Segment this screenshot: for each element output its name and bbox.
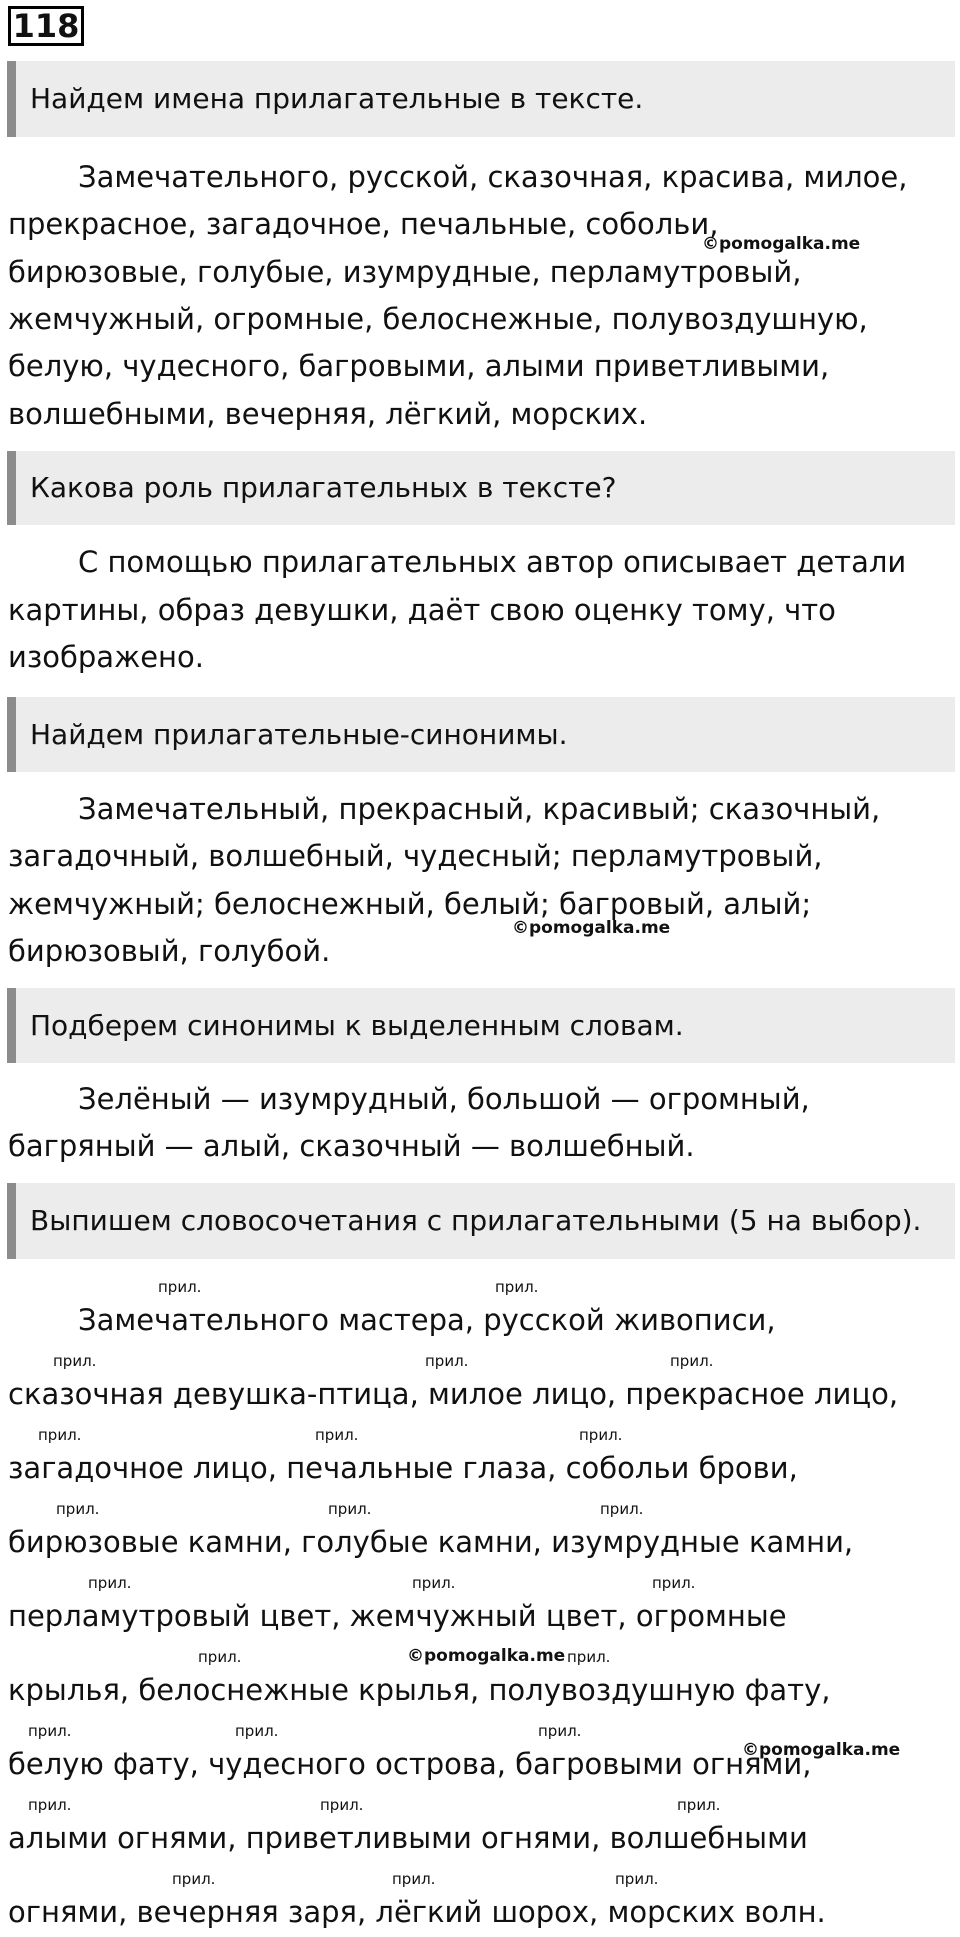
adjective-mark: прил. bbox=[670, 1352, 714, 1370]
paragraph-line: жемчужный, огромные, белоснежные, полувоздушную, bbox=[8, 302, 868, 336]
adjective-mark: прил. bbox=[53, 1352, 97, 1370]
paragraph-line: жемчужный; белоснежный, белый; багровый, алый; bbox=[8, 887, 812, 921]
paragraph-line: Зелёный — изумрудный, большой — огромный, bbox=[78, 1082, 810, 1116]
paragraph-line: белую, чудесного, багровыми, алыми приветливыми, bbox=[8, 349, 830, 383]
paragraph-line: бирюзовые камни, голубые камни, изумрудные камни, bbox=[8, 1525, 854, 1559]
paragraph-line: загадочное лицо, печальные глаза, собольи брови, bbox=[8, 1451, 798, 1485]
paragraph-line: сказочная девушка-птица, милое лицо, прекрасное лицо, bbox=[8, 1377, 899, 1411]
watermark: ©pomogalka.me bbox=[702, 234, 861, 254]
paragraph-line: загадочный, волшебный, чудесный; перламутровый, bbox=[8, 839, 823, 873]
watermark: ©pomogalka.me bbox=[512, 918, 671, 938]
adjective-mark: прил. bbox=[677, 1796, 721, 1814]
adjective-mark: прил. bbox=[652, 1574, 696, 1592]
adjective-mark: прил. bbox=[412, 1574, 456, 1592]
paragraph-line: перламутровый цвет, жемчужный цвет, огромные bbox=[8, 1599, 787, 1633]
adjective-mark: прил. bbox=[56, 1500, 100, 1518]
section-4-heading: Подберем синонимы к выделенным словам. bbox=[7, 988, 955, 1063]
paragraph-line: прекрасное, загадочное, печальные, собольи, bbox=[8, 207, 719, 241]
paragraph-line: С помощью прилагательных автор описывает детали bbox=[78, 545, 907, 579]
adjective-mark: прил. bbox=[538, 1722, 582, 1740]
adjective-mark: прил. bbox=[600, 1500, 644, 1518]
section-3-heading: Найдем прилагательные-синонимы. bbox=[7, 697, 955, 772]
paragraph-line: картины, образ девушки, даёт свою оценку тому, что bbox=[8, 593, 836, 627]
paragraph-line: багряный — алый, сказочный — волшебный. bbox=[8, 1129, 695, 1163]
task-number: 118 bbox=[8, 6, 84, 46]
paragraph-line: Замечательного, русской, сказочная, красива, милое, bbox=[78, 160, 908, 194]
paragraph-line: волшебными, вечерняя, лёгкий, морских. bbox=[8, 397, 648, 431]
paragraph-line: алыми огнями, приветливыми огнями, волшебными bbox=[8, 1821, 808, 1855]
adjective-mark: прил. bbox=[615, 1870, 659, 1888]
adjective-mark: прил. bbox=[158, 1278, 202, 1296]
adjective-mark: прил. bbox=[320, 1796, 364, 1814]
paragraph-line: бирюзовые, голубые, изумрудные, перламутровый, bbox=[8, 255, 802, 289]
adjective-mark: прил. bbox=[235, 1722, 279, 1740]
paragraph-line: крылья, белоснежные крылья, полувоздушную фату, bbox=[8, 1673, 831, 1707]
section-2-heading: Какова роль прилагательных в тексте? bbox=[7, 451, 955, 525]
section-5-heading: Выпишем словосочетания с прилагательными (5 на выбор). bbox=[7, 1183, 955, 1259]
paragraph-line: белую фату, чудесного острова, багровыми огнями, bbox=[8, 1747, 812, 1781]
adjective-mark: прил. bbox=[172, 1870, 216, 1888]
adjective-mark: прил. bbox=[88, 1574, 132, 1592]
adjective-mark: прил. bbox=[28, 1722, 72, 1740]
adjective-mark: прил. bbox=[425, 1352, 469, 1370]
adjective-mark: прил. bbox=[198, 1648, 242, 1666]
paragraph-line: Замечательный, прекрасный, красивый; сказочный, bbox=[78, 792, 881, 826]
section-1-heading: Найдем имена прилагательные в тексте. bbox=[7, 61, 955, 137]
adjective-mark: прил. bbox=[328, 1500, 372, 1518]
adjective-mark: прил. bbox=[315, 1426, 359, 1444]
paragraph-line: изображено. bbox=[8, 640, 204, 674]
adjective-mark: прил. bbox=[28, 1796, 72, 1814]
paragraph-line: огнями, вечерняя заря, лёгкий шорох, морских волн. bbox=[8, 1895, 826, 1929]
adjective-mark: прил. bbox=[579, 1426, 623, 1444]
paragraph-line: бирюзовый, голубой. bbox=[8, 934, 331, 968]
adjective-mark: прил. bbox=[567, 1648, 611, 1666]
adjective-mark: прил. bbox=[392, 1870, 436, 1888]
adjective-mark: прил. bbox=[495, 1278, 539, 1296]
paragraph-line: Замечательного мастера, русской живописи, bbox=[78, 1303, 776, 1337]
watermark: ©pomogalka.me bbox=[742, 1740, 901, 1760]
watermark: ©pomogalka.me bbox=[407, 1646, 566, 1666]
adjective-mark: прил. bbox=[38, 1426, 82, 1444]
